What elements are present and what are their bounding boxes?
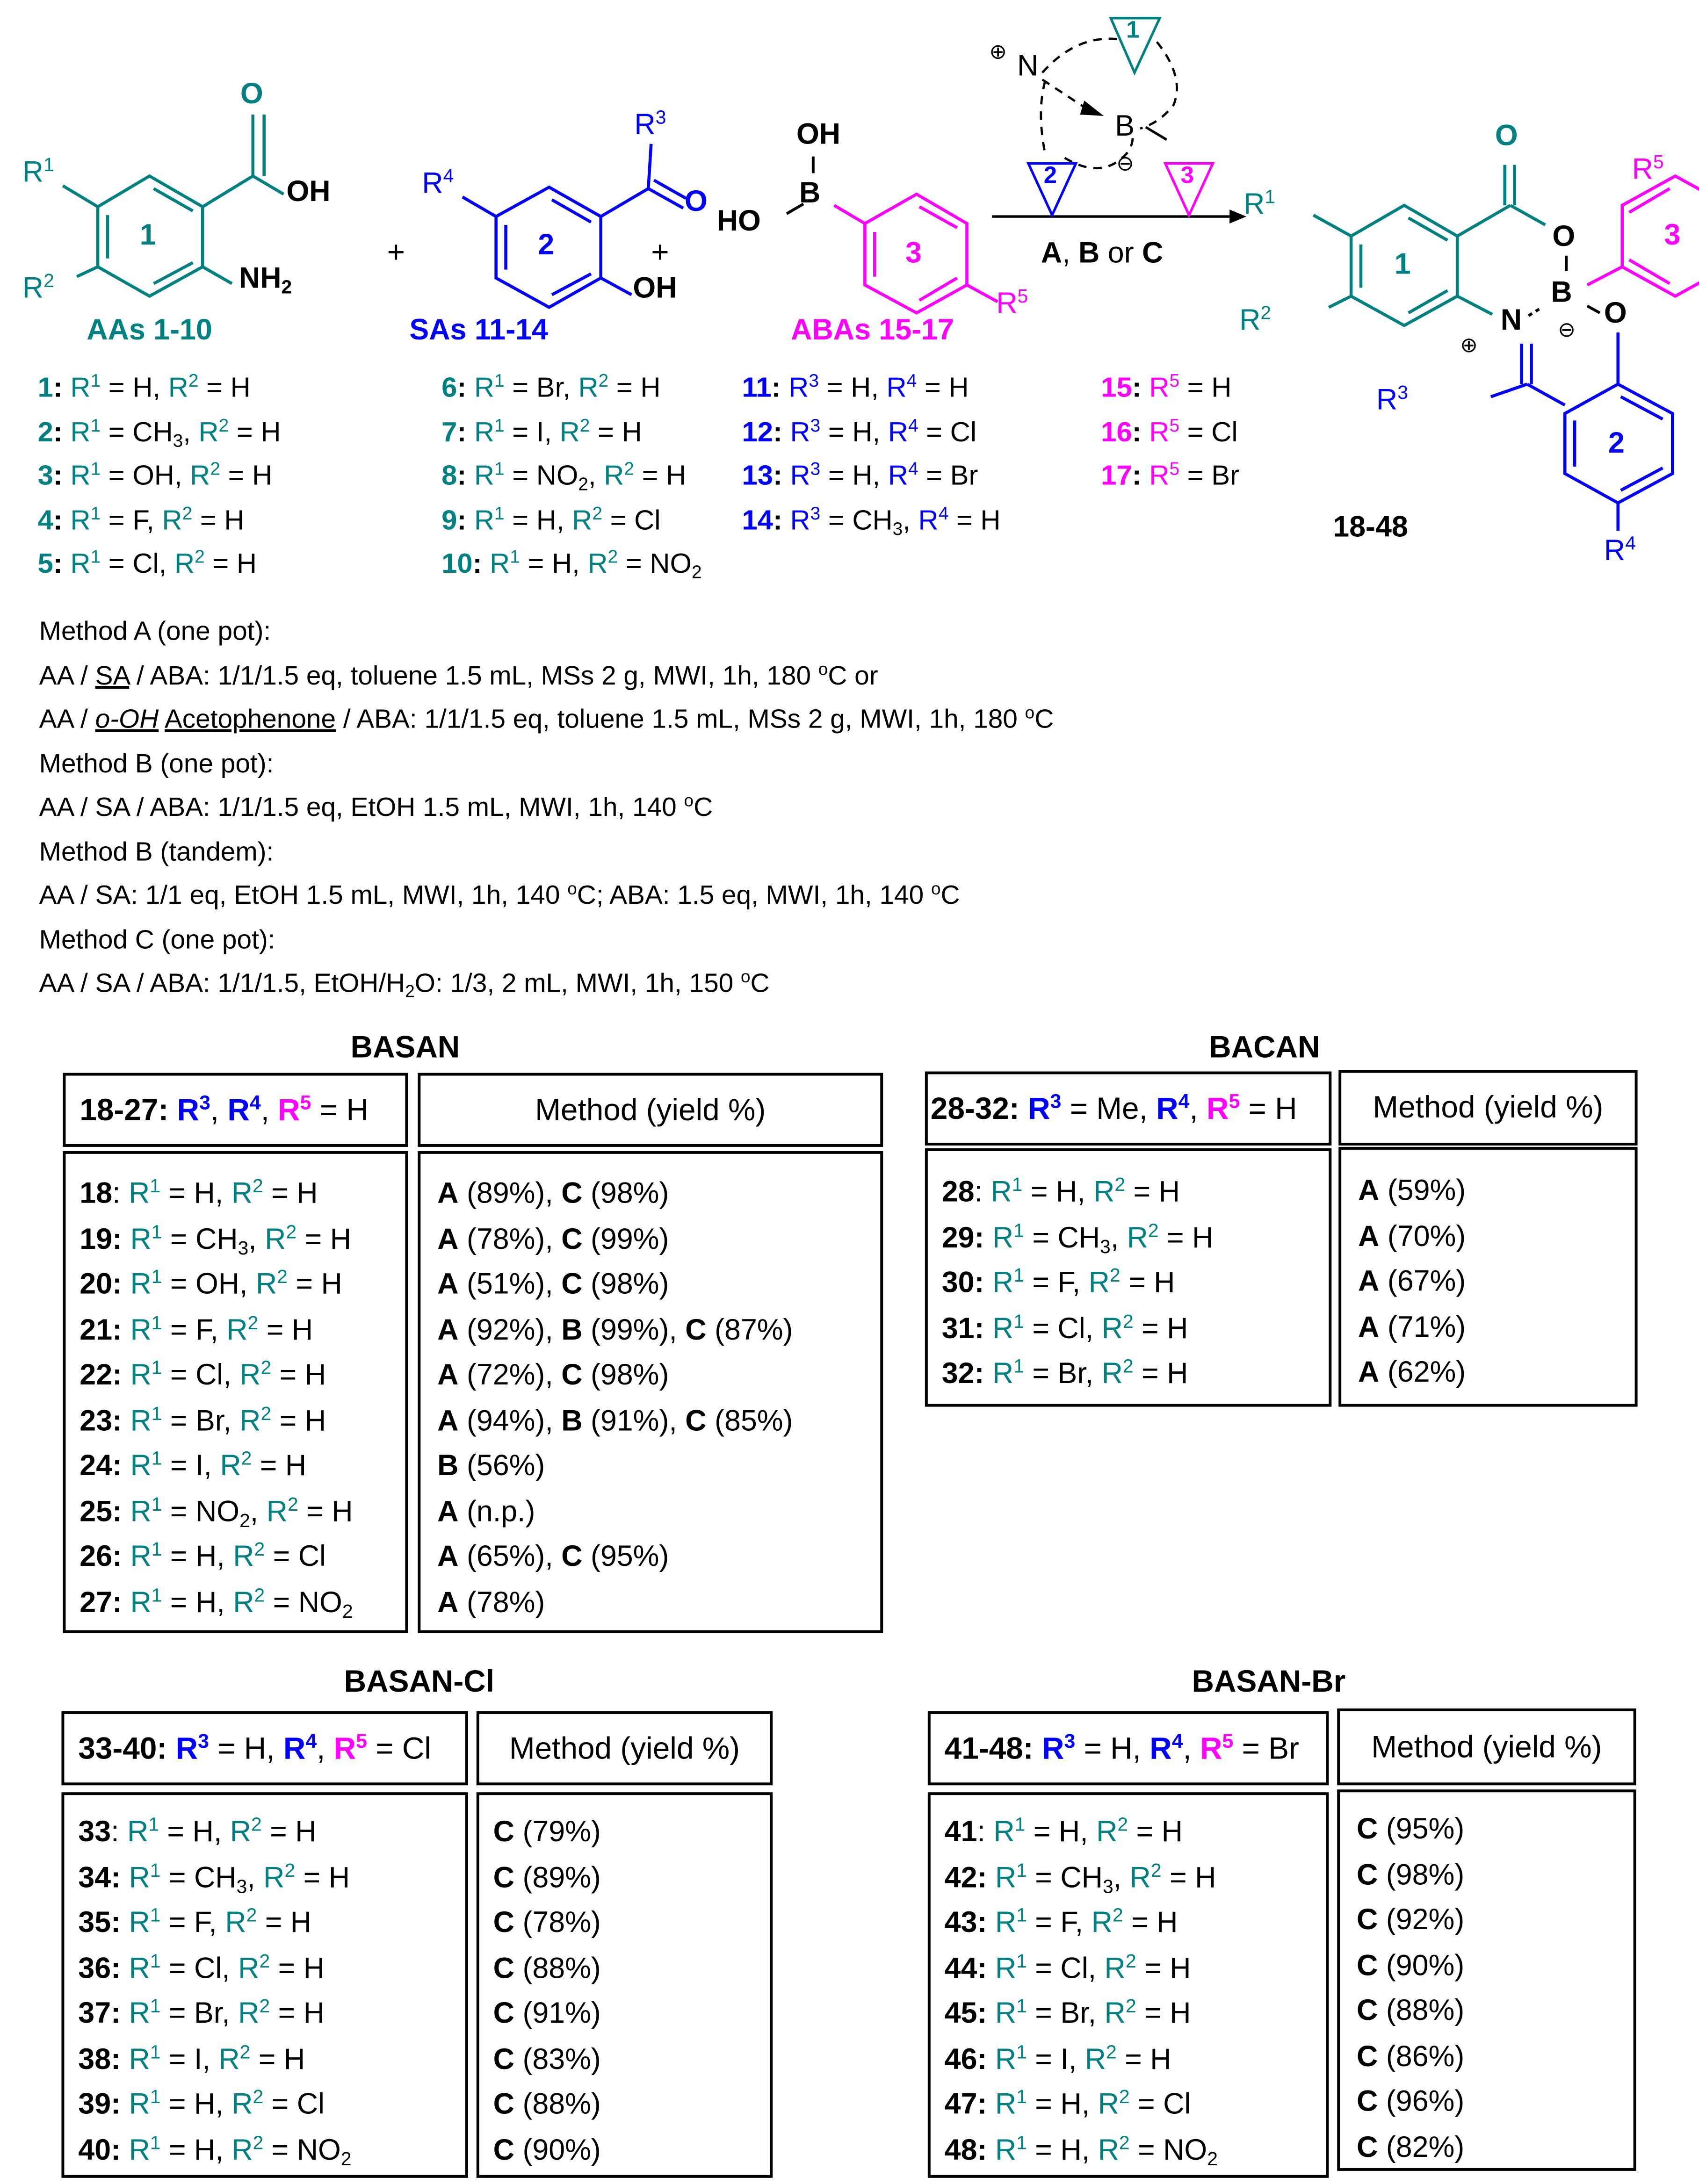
aba-ho-label: HO xyxy=(716,205,761,238)
product-compound-range: 18-48 xyxy=(1333,511,1408,544)
basan-cl-yield: C (88%) xyxy=(493,1952,601,1985)
method-b-line: AA / SA / ABA: 1/1/1.5 eq, EtOH 1.5 mL, MWI, 1h, 140 $^o$C xyxy=(39,791,713,823)
basan-br-yield: C (98%) xyxy=(1357,1859,1465,1891)
aa-item: 4: $R^1 = F$, $R^2 = H$ xyxy=(37,502,245,536)
basan-cl-yield: C (88%) xyxy=(493,2088,601,2121)
basan-row: 26: $R^1 = H$, $R^2 = Cl$ xyxy=(80,1538,326,1573)
basan-cl-row: 37: $R^1 = Br$, $R^2 = H$ xyxy=(78,1995,325,2030)
basan-cl-method-column xyxy=(477,1792,773,2178)
aa-r1-label: $R^1$ xyxy=(22,154,54,189)
product-ring-3-number: 3 xyxy=(1664,219,1681,252)
methods-block xyxy=(39,611,1054,1007)
plus-sign-1: + xyxy=(387,234,405,270)
aba-item: 17: $R^5 = Br$ xyxy=(1101,458,1239,492)
bacan-yield: A (71%) xyxy=(1358,1311,1466,1343)
basan-br-header-method: Method (yield %) xyxy=(1337,1708,1636,1785)
condition-or: or xyxy=(1099,237,1142,270)
aa-series-title: AAs 1-10 xyxy=(87,314,212,346)
basan-br-row: 42: $R^1 = CH_3$, $R^2 = H$ xyxy=(944,1859,1216,1897)
ring-1-number: 1 xyxy=(139,219,156,252)
basan-row: 25: $R^1 = NO_2$, $R^2 = H$ xyxy=(80,1493,353,1531)
basan-row: 20: $R^1$ = OH, $R^2 = H$ xyxy=(80,1266,342,1301)
sa-item: 14: $R^3 = CH_3$, $R^4 = H$ xyxy=(742,502,1001,539)
aa-item: 5: $R^1 = Cl$, $R^2 = H$ xyxy=(37,546,257,580)
aa-item: 7: $R^1 = I$, $R^2 = H$ xyxy=(441,414,642,448)
bacan-method-column xyxy=(1338,1147,1637,1407)
bacan-header-method: Method (yield %) xyxy=(1338,1070,1637,1146)
basan-br-yield: C (90%) xyxy=(1357,1949,1465,1982)
condition-c: C xyxy=(1142,237,1164,270)
method-b-heading: Method B (one pot): xyxy=(39,749,274,779)
basan-row: 27: $R^1 = H$, $R^2 = NO_2$ xyxy=(80,1584,353,1622)
basan-br-yield: C (95%) xyxy=(1357,1813,1465,1845)
aa-item: 3: $R^1$ = OH, $R^2 = H$ xyxy=(37,458,273,492)
basan-br-row: 44: $R^1 = Cl$, $R^2 = H$ xyxy=(944,1950,1191,1985)
method-c-line: AA / SA / ABA: 1/1/1.5, EtOH/$H_2O$: 1/3, 2 mL, MWI, 1h, 150 $^o$C xyxy=(39,967,770,1002)
basan-cl-row: 40: $R^1 = H$, $R^2 = NO_2$ xyxy=(78,2132,352,2169)
bacan-header-compounds: 28-32: $R^3$ = Me, $R^4$ , $R^5$ = H xyxy=(925,1072,1331,1146)
basan-br-row: 41: $R^1 = H$, $R^2 = H$ xyxy=(944,1814,1183,1848)
basan-br-row: 48: $R^1 = H$, $R^2 = NO_2$ xyxy=(944,2132,1218,2169)
basan-header-method: Method (yield %) xyxy=(418,1073,883,1147)
basan-cl-yield: C (78%) xyxy=(493,1907,601,1939)
basan-br-title: BASAN-Br xyxy=(1192,1664,1346,1699)
product-ester-oxygen: O xyxy=(1552,221,1576,253)
basan-row: 21: $R^1 = F$, $R^2 = H$ xyxy=(80,1312,313,1346)
basan-yield: A (72%), C (98%) xyxy=(437,1359,669,1391)
aa-item: 8: $R^1 = NO_2$, $R^2 = H$ xyxy=(441,458,687,495)
basan-br-yield: C (86%) xyxy=(1357,2040,1465,2073)
aba-r5-label: $R^5$ xyxy=(996,285,1028,320)
triangle-2-label: 2 xyxy=(1043,162,1057,189)
basan-header-compounds: 18-27: $R^3$ , $R^4$ , $R^5$ = H xyxy=(63,1073,408,1147)
basan-cl-row: 39: $R^1 = H$, $R^2 = Cl$ xyxy=(78,2086,325,2121)
basan-cl-row: 34: $R^1 = CH_3$, $R^2 = H$ xyxy=(78,1859,350,1897)
condition-sep: , xyxy=(1062,237,1079,270)
bacan-row: 31: $R^1 = Cl$, $R^2 = H$ xyxy=(941,1310,1188,1345)
sa-series-title: SAs 11-14 xyxy=(409,314,548,346)
sa-item: 12: $R^3 = H$, $R^4 = Cl$ xyxy=(742,414,977,448)
basan-cl-compound-column xyxy=(61,1792,468,2178)
bacan-row: 28: $R^1 = H$, $R^2 = H$ xyxy=(941,1174,1180,1209)
aba-item: 16: $R^5 = Cl$ xyxy=(1101,414,1238,448)
basan-br-yield: C (92%) xyxy=(1357,1904,1465,1936)
method-a-heading: Method A (one pot): xyxy=(39,617,271,647)
method-b-tandem-heading: Method B (tandem): xyxy=(39,837,274,867)
aa-item: 6: $R^1 = Br$, $R^2 = H$ xyxy=(441,370,661,404)
basan-yield: A (78%), C (99%) xyxy=(437,1223,669,1255)
basan-cl-yield: C (90%) xyxy=(493,2134,601,2166)
bacan-row: 32: $R^1 = Br$, $R^2 = H$ xyxy=(941,1355,1188,1390)
method-b-tandem-line: AA / SA: 1/1 eq, EtOH 1.5 mL, MWI, 1h, 140 $^o$C; ABA: 1.5 eq, MWI, 1h, 140 $^o$C xyxy=(39,879,960,911)
sa-list xyxy=(742,368,1000,543)
basan-method-column xyxy=(418,1151,883,1633)
basan-cl-title: BASAN-Cl xyxy=(344,1664,494,1699)
sa-r3-label: $R^3$ xyxy=(634,107,666,141)
method-c-heading: Method C (one pot): xyxy=(39,925,275,955)
mechanism-b-minus-charge: ⊖ xyxy=(1116,152,1134,176)
aba-list xyxy=(1101,368,1239,499)
basan-cl-row: 33: $R^1 = H$, $R^2 = H$ xyxy=(78,1814,317,1848)
aa-carbonyl-oxygen: O xyxy=(240,78,263,111)
basan-yield: A (94%), B (91%), C (85%) xyxy=(437,1405,793,1437)
ring-3-number: 3 xyxy=(905,237,922,270)
ring-2-number: 2 xyxy=(538,229,555,261)
bacan-yield: A (62%) xyxy=(1358,1356,1466,1389)
basan-yield: A (89%), C (98%) xyxy=(437,1177,669,1210)
aba-oh-label: OH xyxy=(796,118,841,151)
aa-r2-label: $R^2$ xyxy=(22,270,54,305)
bacan-row: 30: $R^1 = F$, $R^2 = H$ xyxy=(941,1265,1175,1299)
method-a-line-1: AA / SA / ABA: 1/1/1.5 eq, toluene 1.5 mL, MSs 2 g, MWI, 1h, 180 $^o$C or xyxy=(39,659,878,691)
product-r1-label: $R^1$ xyxy=(1244,186,1276,221)
bacan-yield: A (70%) xyxy=(1358,1220,1466,1253)
product-ring-2-number: 2 xyxy=(1608,427,1625,460)
basan-yield: A (n.p.) xyxy=(437,1495,535,1528)
basan-row: 24: $R^1 = I$, $R^2 = H$ xyxy=(80,1448,307,1482)
basan-compound-column xyxy=(63,1151,408,1633)
basan-row: 18: $R^1 = H$, $R^2 = H$ xyxy=(80,1175,318,1210)
basan-br-yield: C (82%) xyxy=(1357,2131,1465,2163)
product-r4-label: $R^4$ xyxy=(1604,533,1636,568)
basan-yield: B (56%) xyxy=(437,1450,545,1482)
product-r5-label: $R^5$ xyxy=(1632,151,1664,186)
sa-item: 11: $R^3 = H$, $R^4 = H$ xyxy=(742,370,969,404)
aa-amine-label: $NH_2$ xyxy=(239,262,292,298)
basan-br-header-compounds: 41-48: $R^3$ = H, $R^4$ , $R^5$ = Br xyxy=(928,1711,1329,1785)
product-r2-label: $R^2$ xyxy=(1239,302,1272,337)
bacan-yield: A (59%) xyxy=(1358,1175,1466,1207)
product-ring-1-number: 1 xyxy=(1394,248,1411,281)
product-phenoxy-oxygen: O xyxy=(1604,297,1627,330)
product-b-minus-charge: ⊖ xyxy=(1558,318,1576,342)
mechanism-b-label: B xyxy=(1115,110,1135,143)
bacan-row: 29: $R^1 = CH_3$, $R^2 = H$ xyxy=(941,1219,1214,1257)
plus-sign-2: + xyxy=(651,234,669,270)
basan-yield: A (51%), C (98%) xyxy=(437,1268,669,1301)
aa-list-col1 xyxy=(38,368,281,588)
basan-br-compound-column xyxy=(928,1792,1329,2178)
product-r3-label: $R^3$ xyxy=(1376,382,1408,417)
basan-br-yield: C (88%) xyxy=(1357,1995,1465,2027)
basan-br-row: 43: $R^1 = F$, $R^2 = H$ xyxy=(944,1904,1178,1939)
basan-title: BASAN xyxy=(350,1029,460,1065)
basan-cl-header-method: Method (yield %) xyxy=(477,1711,773,1785)
condition-b: B xyxy=(1078,237,1100,270)
sa-hydroxyl-label: OH xyxy=(633,272,677,305)
product-nitrogen: N xyxy=(1500,304,1522,337)
basan-cl-yield: C (89%) xyxy=(493,1861,601,1894)
sa-r4-label: $R^4$ xyxy=(422,166,454,200)
aba-item: 15: $R^5 = H$ xyxy=(1101,370,1232,404)
basan-br-row: 46: $R^1 = I$, $R^2 = H$ xyxy=(944,2041,1171,2076)
basan-cl-yield: C (83%) xyxy=(493,2043,601,2076)
bacan-title: BACAN xyxy=(1209,1029,1320,1065)
aba-boron-label: B xyxy=(799,177,821,210)
basan-yield: A (65%), C (95%) xyxy=(437,1541,669,1573)
basan-br-row: 47: $R^1 = H$, $R^2 = Cl$ xyxy=(944,2086,1191,2121)
sa-carbonyl-oxygen: O xyxy=(684,186,708,218)
basan-row: 19: $R^1 = CH_3$, $R^2 = H$ xyxy=(80,1221,352,1258)
mechanism-n-plus-charge: ⊕ xyxy=(989,40,1007,65)
basan-cl-header-compounds: 33-40: $R^3$ = H, $R^4$ , $R^5$ = Cl xyxy=(61,1711,468,1785)
aa-hydroxyl-label: OH xyxy=(286,176,331,209)
bacan-compound-column xyxy=(925,1148,1331,1407)
basan-br-method-column xyxy=(1337,1789,1636,2171)
product-carbonyl-oxygen: O xyxy=(1495,120,1518,152)
basan-cl-row: 36: $R^1 = Cl$, $R^2 = H$ xyxy=(78,1950,325,1985)
basan-cl-row: 38: $R^1 = I$, $R^2 = H$ xyxy=(78,2041,305,2076)
aa-list-col2 xyxy=(441,368,701,588)
basan-yield: A (78%) xyxy=(437,1586,545,1619)
basan-br-row: 45: $R^1 = Br$, $R^2 = H$ xyxy=(944,1995,1191,2030)
aa-item: 9: $R^1 = H$, $R^2 = Cl$ xyxy=(441,502,661,536)
product-n-plus-charge: ⊕ xyxy=(1460,334,1478,358)
basan-br-yield: C (96%) xyxy=(1357,2085,1465,2118)
basan-yield: A (92%), B (99%), C (87%) xyxy=(437,1313,793,1346)
basan-cl-row: 35: $R^1 = F$, $R^2 = H$ xyxy=(78,1904,312,1939)
triangle-1-label: 1 xyxy=(1126,16,1140,43)
aa-item: 10: $R^1 = H$, $R^2 = NO_2$ xyxy=(441,546,702,583)
condition-a: A xyxy=(1041,237,1063,270)
bacan-yield: A (67%) xyxy=(1358,1265,1466,1298)
sa-item: 13: $R^3 = H$, $R^4 = Br$ xyxy=(742,458,978,492)
product-boron: B xyxy=(1551,276,1572,309)
triangle-3-label: 3 xyxy=(1180,162,1194,189)
basan-cl-yield: C (79%) xyxy=(493,1816,601,1848)
mechanism-n-label: N xyxy=(1017,50,1039,83)
aa-item: 1: $R^1 = H$, $R^2 = H$ xyxy=(37,370,251,404)
basan-row: 23: $R^1 = Br$, $R^2 = H$ xyxy=(80,1402,326,1437)
basan-row: 22: $R^1 = Cl$, $R^2 = H$ xyxy=(80,1357,326,1391)
aa-item: 2: $R^1 = CH_3$, $R^2 = H$ xyxy=(37,414,281,451)
basan-cl-yield: C (91%) xyxy=(493,1997,601,2030)
aba-series-title: ABAs 15-17 xyxy=(791,314,954,346)
method-a-line-2: AA / o-OH Acetophenone / ABA: 1/1/1.5 eq, toluene 1.5 mL, MSs 2 g, MWI, 1h, 180 $^o$C xyxy=(39,703,1054,735)
